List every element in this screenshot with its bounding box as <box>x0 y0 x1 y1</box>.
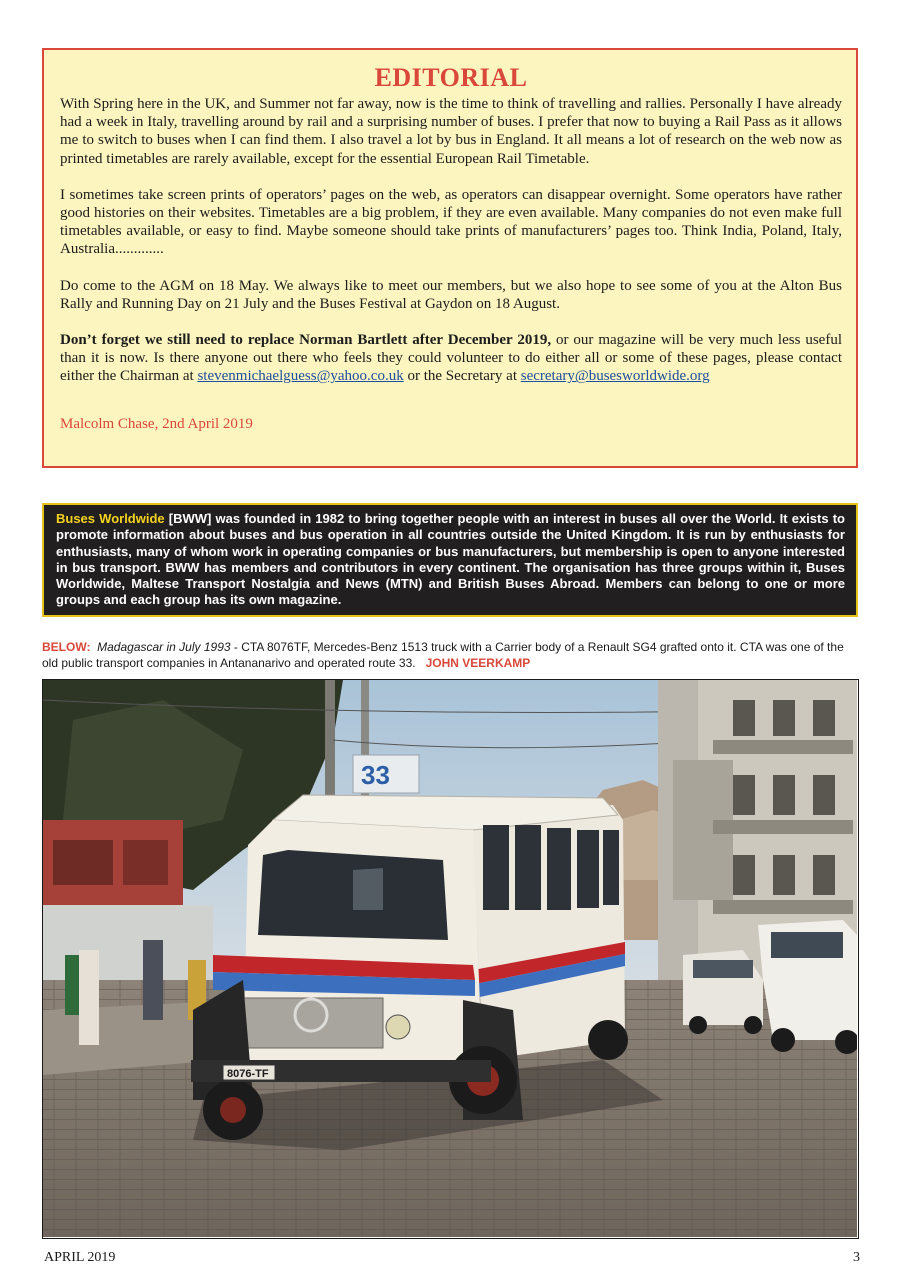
caption-text: - CTA 8076TF, Mercedes-Benz 1513 truck with a Carrier body of a Renault SG4 grafted onto it. CTA was one of the old public transport companies in Antananarivo and operated route 33. <box>42 640 844 670</box>
editorial-bold-notice: Don’t forget we still need to replace Norman Bartlett after December 2019, <box>60 332 552 349</box>
editorial-paragraph-1: With Spring here in the UK, and Summer not far away, now is the time to think of travelling and rallies. Personally I have already had a week in Italy, travelling around by rail and a surprising number of buses. I prefer that now to buying a Rail Pass as it allows me to switch to buses when I can find them. I also travel a lot by bus in England. It all means a lot of research on the web now as printed timetables are rarely available, except for the essential European Rail Timetable. <box>60 96 842 167</box>
editorial-p4-mid: or the Secretary at <box>403 368 521 385</box>
bww-highlight: Buses Worldwide <box>56 511 165 526</box>
caption-place: Madagascar in July 1993 <box>97 640 231 654</box>
footer-date: APRIL 2019 <box>44 1250 116 1265</box>
bww-info-box <box>42 503 858 617</box>
caption-credit: JOHN VEERKAMP <box>425 656 531 670</box>
bww-text: [BWW] was founded in 1982 to bring together people with an interest in buses all over the World. It exists to promote information about buses and bus operation in all countries outside the United Kingdom. It is run by enthusiasts for enthusiasts, many of whom work in operating companies or bus manufacturers, but membership is open to anyone interested in bus transport. BWW has members and contributors in every continent. The organisation has three groups within it, Buses Worldwide, Maltese Transport Nostalgia and News (MTN) and British Buses Abroad. Members can belong to one or more groups and each group has its own magazine. <box>56 511 845 608</box>
editorial-paragraph-2: I sometimes take screen prints of operators’ pages on the web, as operators can disappear overnight. Some operators have rather good histories on their websites. Timetables are a big problem, if they are even available. Many companies do not even make full timetables available, or easy to find. Maybe someone should take prints of manufacturers’ pages too. Think India, Poland, Italy, Australia............. <box>60 186 842 258</box>
chairman-email-link[interactable]: stevenmichaelguess@yahoo.co.uk <box>197 368 404 385</box>
bus-photo <box>42 679 859 1239</box>
photo-caption <box>42 639 860 671</box>
bus-number-plate: 8076-TF <box>227 1068 269 1080</box>
secretary-email-link[interactable]: secretary@busesworldwide.org <box>520 368 710 385</box>
route-sign-number: 33 <box>361 760 390 790</box>
editorial-paragraph-3: Do come to the AGM on 18 May. We always like to meet our members, but we also hope to see some of you at the Alton Bus Rally and Running Day on 21 July and the Buses Festival at Gaydon on 18 August. <box>60 277 842 312</box>
editorial-box <box>42 48 858 468</box>
editorial-signature: Malcolm Chase, 2nd April 2019 <box>60 415 253 432</box>
footer-page-number: 3 <box>853 1250 860 1265</box>
editorial-paragraph-4 <box>60 331 842 386</box>
caption-label: BELOW: <box>42 640 91 654</box>
editorial-title: EDITORIAL <box>374 63 528 92</box>
editorial-p4-text: or our magazine will be very much less useful than it is now. Is there anyone out there who feels they could volunteer to do either all or some of these pages, please contact either the Chairman at <box>60 332 842 385</box>
